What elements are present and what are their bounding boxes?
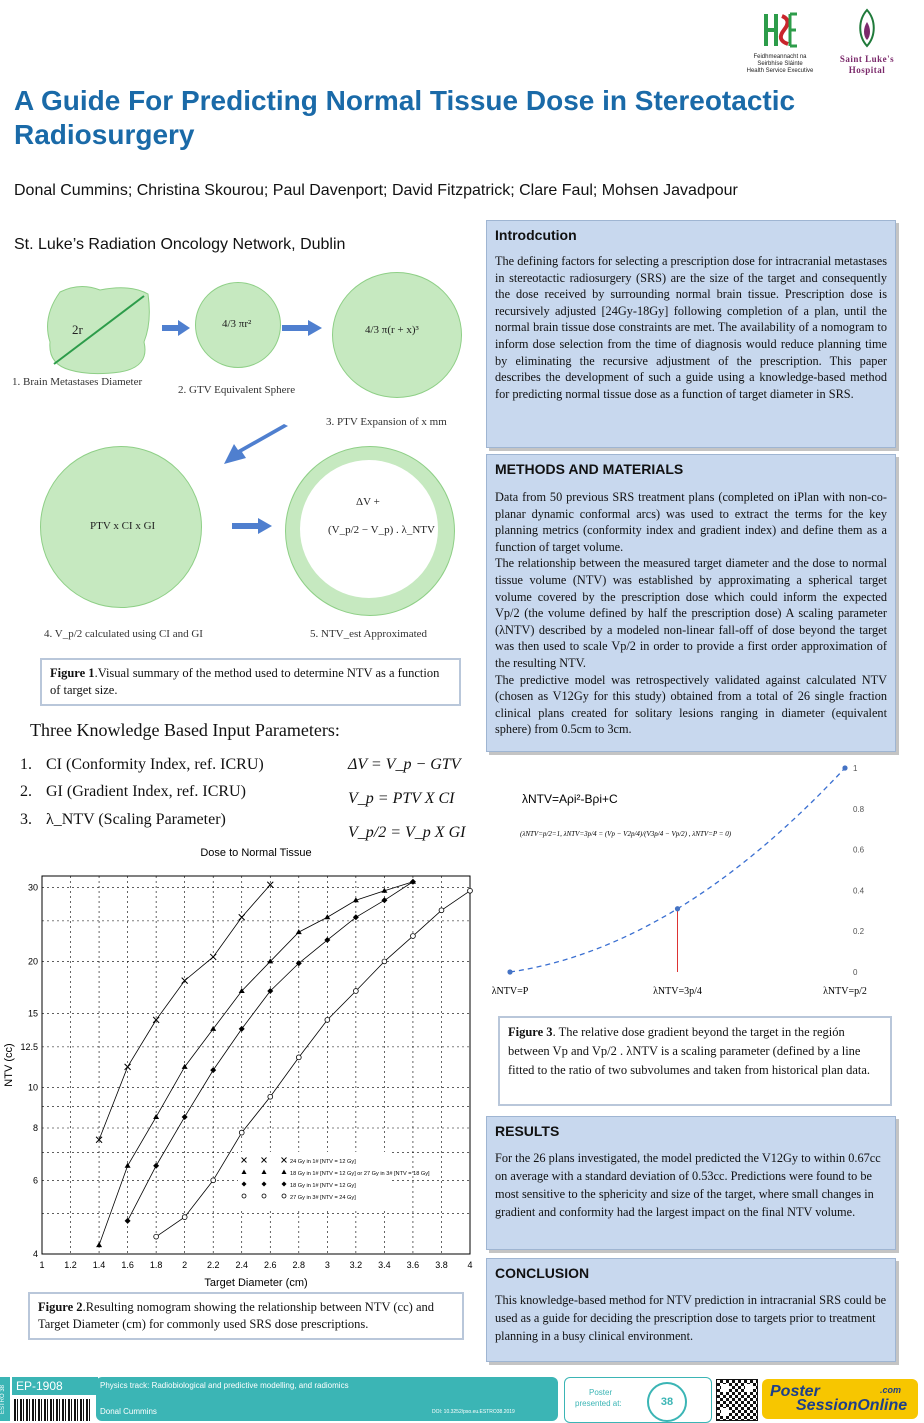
step-4-label: 4. V_p/2 calculated using CI and GI xyxy=(44,628,203,640)
y-tick-label: 30 xyxy=(27,882,38,893)
ci-gi-label: PTV x CI x GI xyxy=(90,520,156,532)
y-tick-label: 4 xyxy=(32,1249,38,1259)
data-point-circle xyxy=(325,1017,330,1022)
condition-label: (λNTV=p/2=1, λNTV=3p/4 = (Vp − V2p/4)/(V3p/4 − Vp/2) , λNTV=P = 0) xyxy=(520,830,732,838)
figure-1-caption xyxy=(40,658,461,706)
postersessiononline-logo xyxy=(762,1379,918,1419)
y-tick-label: 6 xyxy=(32,1175,38,1186)
x-tick-label: 1.6 xyxy=(121,1260,134,1270)
methods-p1: Data from 50 previous SRS treatment plans (completed on iPlan with non-co-planar dynamic conformal arcs) was used to extract the terms for the key planning metrics (conformity index and gradient index) and define them as a function of target volume. xyxy=(495,490,887,554)
step-1-label: 1. Brain Metastases Diameter xyxy=(12,376,143,388)
x-label: λNTV=3p/4 xyxy=(653,986,702,997)
y-tick-label: 0.6 xyxy=(853,845,865,855)
lambda-chart xyxy=(490,758,890,1004)
hse-text: Feidhmeannacht na Seirbhíse Sláinte Health Service Executive xyxy=(746,54,814,74)
y-tick-label: 8 xyxy=(32,1123,38,1133)
legend-marker xyxy=(262,1194,266,1198)
figure-3-caption-label: Figure 3 xyxy=(508,1025,553,1039)
arrow-right-icon xyxy=(232,518,272,539)
x-tick-label: 2.6 xyxy=(264,1260,277,1270)
x-tick-label: 3 xyxy=(324,1260,330,1270)
figure-2-caption-label: Figure 2 xyxy=(38,1300,83,1314)
figure-3-caption xyxy=(498,1016,892,1106)
presented-box xyxy=(564,1377,712,1423)
presented-line2: presented at: xyxy=(575,1399,622,1408)
st-lukes-logo xyxy=(824,8,910,78)
sphere-formula: 4/3 πr² xyxy=(222,318,252,330)
results-panel xyxy=(486,1116,896,1250)
hse-logo xyxy=(740,8,820,74)
poster-id-bar xyxy=(12,1377,98,1395)
data-point xyxy=(507,969,512,974)
st-lukes-name-line2: Hospital xyxy=(848,65,886,75)
affiliation: St. Luke’s Radiation Oncology Network, Dublin xyxy=(14,236,346,253)
equation-3: V_p/2 = V_p X GI xyxy=(348,824,466,841)
chart-title: Dose to Normal Tissue xyxy=(200,847,312,859)
conclusion-text: This knowledge-based method for NTV prediction in intracranial SRS could be used as a guide for deciding the prescription dose to targets prior to treatment planning in a busy clinical environment. xyxy=(495,1293,887,1343)
figure-2-caption xyxy=(28,1292,464,1340)
data-point-circle xyxy=(182,1215,187,1220)
x-tick-label: 2 xyxy=(182,1260,188,1270)
brand-session: SessionOnline xyxy=(796,1397,908,1414)
legend-marker xyxy=(242,1194,246,1198)
y-tick-label: 10 xyxy=(27,1082,38,1093)
x-tick-label: 3.2 xyxy=(349,1260,363,1270)
nomogram-chart xyxy=(0,842,480,1292)
legend-marker xyxy=(282,1194,286,1198)
ntv-formula-top: ΔV + xyxy=(356,496,380,508)
y-tick-label: 0.4 xyxy=(853,886,865,896)
figure-3-caption-text: . The relative dose gradient beyond the target in the región between Vp and Vp/2 . λNTV is a scaling parameter (defined by a line fitted to the ratio of two subvolumes and taken from historical plan data. xyxy=(508,1025,871,1077)
data-point xyxy=(675,906,680,911)
track-text: Physics track: Radiobiological and predictive modelling, and radiomics xyxy=(100,1381,349,1390)
footer-doi: DOI: 10.3252/pso.eu.ESTRO38.2019 xyxy=(432,1409,515,1415)
param-2-num: 2. xyxy=(20,783,32,800)
conclusion-panel xyxy=(486,1258,896,1362)
brand-poster: Poster xyxy=(770,1383,820,1400)
y-tick-label: 15 xyxy=(27,1008,38,1019)
methods-p2: The relationship between the measured target diameter and the dose to normal tissue volume (NTV) was established by approximating a spherical target volume covered by the prescription dose which could inform the expected Vp/2 (the volume defined by half the prescription dose) A scaling parameter (λNTV) described by a modeled non-linear fall-off of dose beyond the target was then used to scale Vp/2 in order to provide a first order approximation of the resulting NTV. xyxy=(495,556,887,670)
footer xyxy=(0,1375,924,1423)
x-label: λNTV=p/2 xyxy=(823,986,867,997)
introduction-text: The defining factors for selecting a prescription dose for intracranial metastases in stereotactic radiosurgery (SRS) are the size of the target and consequently the dose received by surrounding normal brain tissue. Prescription dose is recursively adjusted [24Gy-18Gy] following completion of a plan, until the normal brain tissue dose constraints are met. The availability of a nomogram to inform dose selection from the time of diagnosis would reduce planning time by eliminating the recursive adjustment of the prescription. This paper describes the development of such a guide using a knowledge-based method for predicting normal tissue dose as a function of target diameter in SRS. xyxy=(495,254,887,401)
data-point-circle xyxy=(439,908,444,913)
qr-code-icon xyxy=(716,1379,758,1421)
methods-heading: METHODS AND MATERIALS xyxy=(495,461,684,477)
param-1-text: CI (Conformity Index, ref. ICRU) xyxy=(46,756,264,773)
figure-1-caption-text: .Visual summary of the method used to determine NTV as a function of target size. xyxy=(50,666,440,697)
data-point xyxy=(842,765,847,770)
figure-1 xyxy=(10,270,475,655)
data-point-circle xyxy=(296,1055,301,1060)
introduction-heading: Introdcution xyxy=(495,227,577,243)
y-tick-label: 0 xyxy=(853,968,858,977)
brand-com: .com xyxy=(880,1385,902,1395)
param-1-num: 1. xyxy=(20,756,32,773)
x-tick-label: 4 xyxy=(467,1260,473,1270)
legend-label: 24 Gy in 1# [NTV = 12 Gy] xyxy=(290,1159,356,1165)
y-tick-label: 0.2 xyxy=(853,927,865,937)
data-point-circle xyxy=(268,1094,273,1099)
data-point-circle xyxy=(239,1130,244,1135)
poster-title: A Guide For Predicting Normal Tissue Dose in Stereotactic Radiosurgery xyxy=(14,85,796,150)
ptv-formula: 4/3 π(r + x)³ xyxy=(365,324,419,336)
footer-author: Donal Cummins xyxy=(100,1407,157,1416)
legend-label: 27 Gy in 3# [NTV = 24 Gy] xyxy=(290,1195,356,1201)
conclusion-heading: CONCLUSION xyxy=(495,1265,590,1281)
param-3-num: 3. xyxy=(20,811,32,828)
x-tick-label: 3.4 xyxy=(378,1260,391,1270)
x-tick-label: 1.4 xyxy=(92,1260,106,1270)
legend-label: 18 Gy in 1# [NTV = 12 Gy] or 27 Gy in 3# [NTV = 18 Gy] xyxy=(290,1171,430,1177)
ntv-formula-bottom: (V_p/2 − V_p) . λ_NTV xyxy=(328,524,435,536)
step-3-label: 3. PTV Expansion of x mm xyxy=(326,416,447,428)
arrow-down-left-icon xyxy=(220,424,290,473)
y-tick-label: 0.8 xyxy=(853,804,865,814)
arrow-right-icon xyxy=(282,320,322,341)
x-tick-label: 1 xyxy=(39,1260,45,1270)
legend-label: 18 Gy in 1# [NTV = 12 Gy] xyxy=(290,1183,356,1189)
x-tick-label: 2.4 xyxy=(235,1260,248,1270)
figure-1-caption-label: Figure 1 xyxy=(50,666,95,680)
param-3-text: λ_NTV (Scaling Parameter) xyxy=(46,811,226,828)
x-label: λNTV=P xyxy=(491,986,529,997)
poster-id: EP-1908 xyxy=(16,1379,63,1393)
brain-metastasis-shape xyxy=(40,282,155,377)
data-point-circle xyxy=(382,959,387,964)
data-point-circle xyxy=(353,989,358,994)
x-tick-label: 2.2 xyxy=(206,1260,220,1270)
introduction-panel xyxy=(486,220,896,448)
methods-panel xyxy=(486,454,896,752)
y-axis-label: NTV (cc) xyxy=(3,1043,15,1087)
y-tick-label: 1 xyxy=(853,764,858,773)
params-heading: Three Knowledge Based Input Parameters: xyxy=(30,720,340,740)
track-bar xyxy=(96,1377,558,1421)
presented-line1: Poster xyxy=(589,1388,613,1397)
equation-2: V_p = PTV X CI xyxy=(348,790,455,807)
x-axis-label: Target Diameter (cm) xyxy=(204,1277,308,1289)
hse-mark-icon xyxy=(762,10,798,50)
data-point-circle xyxy=(154,1234,159,1239)
figure-2-caption-text: .Resulting nomogram showing the relationship between NTV (cc) and Target Diameter (cm) for commonly used SRS dose prescriptions. xyxy=(38,1300,434,1331)
x-tick-label: 2.8 xyxy=(292,1260,306,1270)
formula-label: λNTV=Aρi²-Bρi+C xyxy=(522,792,618,806)
methods-p3: The predictive model was retrospectively validated against calculated NTV (chosen as V12Gy for this study) obtained from a total of 26 single fraction clinical plans created for solitary lesions ranging in diameter (equivalent sphere) from 0.5cm to 3cm. xyxy=(495,672,887,737)
equation-1: ΔV = V_p − GTV xyxy=(348,756,461,773)
st-lukes-name-line1: Saint Luke's xyxy=(839,54,895,64)
step-5-label: 5. NTV_est Approximated xyxy=(310,628,428,640)
arrow-right-icon xyxy=(162,320,190,341)
estro-badge-icon: 38 xyxy=(647,1382,687,1422)
data-point-circle xyxy=(411,934,416,939)
x-tick-label: 1.2 xyxy=(64,1260,77,1270)
results-heading: RESULTS xyxy=(495,1123,560,1139)
data-point-circle xyxy=(211,1178,216,1183)
step-2-label: 2. GTV Equivalent Sphere xyxy=(178,384,296,396)
y-tick-label: 12.5 xyxy=(20,1041,38,1052)
diameter-label: 2r xyxy=(72,322,83,337)
barcode xyxy=(14,1399,92,1421)
x-tick-label: 3.8 xyxy=(435,1260,448,1270)
authors: Donal Cummins; Christina Skourou; Paul Davenport; David Fitzpatrick; Clare Faul; Mohsen Javadpour xyxy=(14,182,738,199)
x-tick-label: 1.8 xyxy=(149,1260,163,1270)
x-tick-label: 3.6 xyxy=(406,1260,420,1270)
estro-side-tag: ESTRO 38 xyxy=(0,1377,10,1421)
st-lukes-emblem-icon xyxy=(854,8,880,50)
param-2-text: GI (Gradient Index, ref. ICRU) xyxy=(46,783,246,800)
data-point-circle xyxy=(468,888,473,893)
results-text: For the 26 plans investigated, the model predicted the V12Gy to within 0.67cc on average with a standard deviation of 0.53cc. Predictions were found to be most sensitive to the sphericity and size of the target, where small changes in gradient and conformity had the largest impact on the final NTV volume. xyxy=(495,1151,881,1219)
y-tick-label: 20 xyxy=(27,956,38,967)
